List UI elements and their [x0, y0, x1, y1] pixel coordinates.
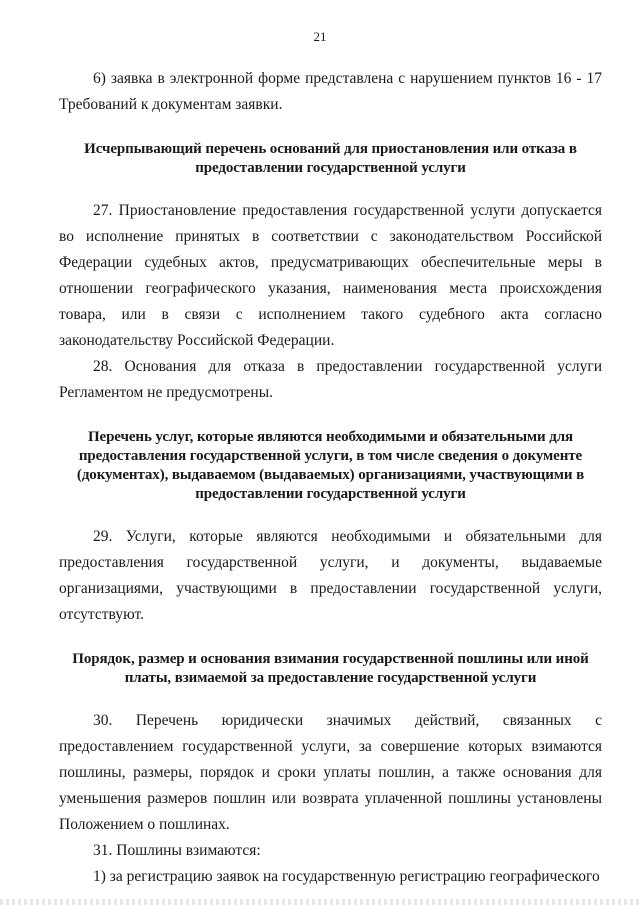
paragraph-30: 30. Перечень юридически значимых действий, связанных с предоставлением государственной услуги, за совершение которых взимаются пошлины, размеры, порядок и сроки уплаты пошлин, а также основания для уменьшения размеров пошлин или возврата уплаченной пошлины установлены Положением о пошлинах. [59, 712, 602, 833]
spacer [59, 688, 602, 708]
spacer [59, 406, 602, 428]
paragraph-27: 27. Приостановление предоставления государственной услуги допускается во исполнение принятых в соответствии с законодательством Российской Федерации судебных актов, предусматривающих обеспечительные меры в отношении географического указания, наименования места происхождения товара, или в связи с исполнением такого судебного акта согласно законодательству Российской Федерации. [59, 202, 602, 349]
spacer [59, 504, 602, 524]
paragraph-31: 31. Пошлины взимаются: [93, 842, 261, 859]
paragraph-29: 29. Услуги, которые являются необходимыми и обязательными для предоставления государственной услуги, и документы, выдаваемые организациями, участвующими в предоставлении государственной услуги, отсутствуют. [59, 528, 602, 623]
spacer [59, 118, 602, 140]
scan-edge-divider [0, 899, 640, 905]
document-body [59, 66, 602, 890]
heading-state-fee: Порядок, размер и основания взимания государственной пошлины или иной платы, взимаемой за предоставление государственной услуги [72, 651, 589, 686]
heading-suspension-grounds: Исчерпывающий перечень оснований для приостановления или отказа в предоставлении государственной услуги [84, 141, 577, 176]
paragraph-31-item-1: 1) за регистрацию заявок на государственную регистрацию географического [93, 868, 600, 885]
heading-required-services: Перечень услуг, которые являются необходимыми и обязательными для предоставления государственной услуги, в том числе сведения о документе (документах), выдаваемом (выдаваемых) организациями, участвующими в предоставлении государственной услуги [76, 429, 585, 502]
page-number: 21 [313, 29, 327, 44]
spacer [59, 628, 602, 650]
paragraph-item-6: 6) заявка в электронной форме представлена с нарушением пунктов 16 - 17 Требований к документам заявки. [59, 70, 602, 113]
spacer [59, 178, 602, 198]
paragraph-28: 28. Основания для отказа в предоставлении государственной услуги Регламентом не предусмотрены. [59, 358, 602, 401]
